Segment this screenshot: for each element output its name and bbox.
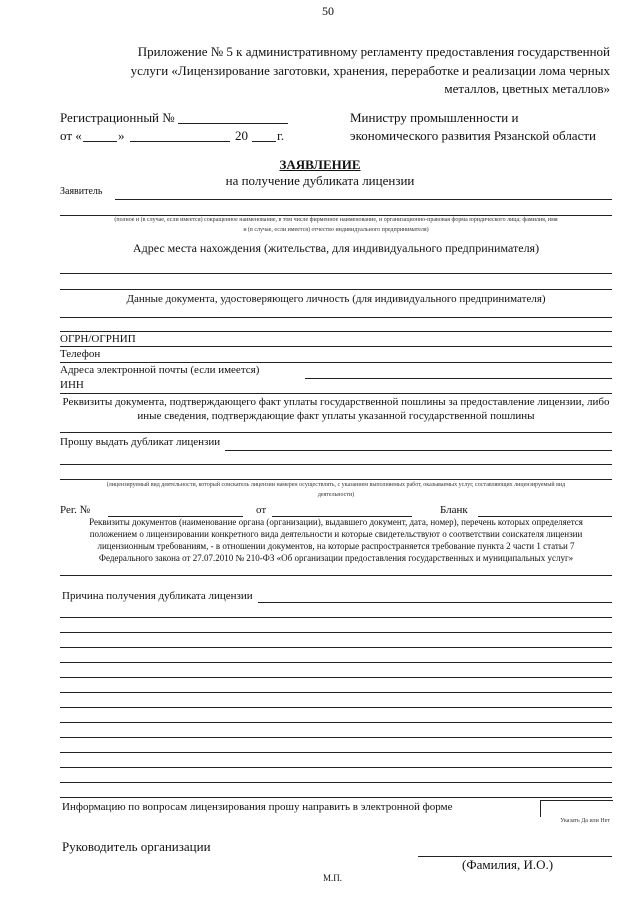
reason-field-13[interactable] bbox=[60, 782, 612, 783]
appendix-line-2: услуги «Лицензирование заготовки, хранения, переработке и реализации лома черных bbox=[130, 63, 610, 78]
email-field[interactable] bbox=[305, 378, 612, 379]
appendix-line-1: Приложение № 5 к административному регламенту предоставления государственной bbox=[137, 44, 610, 59]
reason-field-14[interactable] bbox=[60, 797, 612, 798]
name-hint: (Фамилия, И.О.) bbox=[462, 857, 554, 872]
reason-field-8[interactable] bbox=[60, 707, 612, 708]
registration-date-mid: » bbox=[118, 128, 125, 143]
address-field-1[interactable] bbox=[60, 273, 612, 274]
info-label: Информацию по вопросам лицензирования прошу направить в электронной форме bbox=[62, 801, 453, 813]
request-label: Прошу выдать дубликат лицензии bbox=[60, 436, 221, 448]
requisites-line-2: положением о лицензировании конкретного вида деятельности и которые свидетельствуют о соответствии соискателя лицензии bbox=[89, 529, 583, 539]
fee-field[interactable] bbox=[60, 432, 612, 433]
yes-no-field[interactable] bbox=[540, 800, 613, 817]
inn-field[interactable] bbox=[60, 393, 612, 394]
ogrn-top-line bbox=[60, 331, 612, 332]
reason-field-6[interactable] bbox=[60, 677, 612, 678]
reason-field-3[interactable] bbox=[60, 632, 612, 633]
fee-label-line-2: иные сведения, подтверждающие факт уплаты указанной государственной пошлины bbox=[137, 410, 535, 422]
reason-field-7[interactable] bbox=[60, 692, 612, 693]
phone-label: Телефон bbox=[60, 348, 101, 360]
registration-year-field[interactable] bbox=[252, 141, 276, 142]
form-title: ЗАЯВЛЕНИЕ bbox=[279, 157, 361, 172]
reason-field-5[interactable] bbox=[60, 662, 612, 663]
addressee-line-1: Министру промышленности и bbox=[350, 110, 519, 125]
reg-number-label: Рег. № bbox=[60, 504, 91, 516]
applicant-field-2[interactable] bbox=[60, 215, 612, 216]
fee-label-line-1: Реквизиты документа, подтверждающего факт уплаты государственной пошлины за предоставление лицензии, либо bbox=[62, 396, 610, 408]
reason-label: Причина получения дубликата лицензии bbox=[62, 590, 253, 602]
registration-number-field[interactable] bbox=[178, 123, 288, 124]
ogrn-field[interactable] bbox=[60, 346, 612, 347]
page-number: 50 bbox=[322, 4, 334, 18]
requisites-field-1[interactable] bbox=[60, 575, 612, 576]
registration-day-field[interactable] bbox=[83, 141, 117, 142]
phone-field[interactable] bbox=[60, 362, 612, 363]
addressee-line-2: экономического развития Рязанской области bbox=[350, 128, 596, 143]
reason-field-11[interactable] bbox=[60, 752, 612, 753]
address-field-2[interactable] bbox=[60, 289, 612, 290]
identity-label: Данные документа, удостоверяющего личность (для индивидуального предпринимателя) bbox=[126, 293, 546, 305]
reason-field-1[interactable] bbox=[258, 602, 612, 603]
email-label: Адреса электронной почты (если имеется) bbox=[60, 364, 260, 376]
requisites-line-4: Федерального закона от 27.07.2010 № 210-ФЗ «Об организации предоставления государственных и муниципальных услуг» bbox=[98, 553, 574, 563]
applicant-field[interactable] bbox=[115, 199, 612, 200]
yes-no-hint: Указать Да или Нет bbox=[560, 818, 610, 824]
reason-field-2[interactable] bbox=[60, 617, 612, 618]
registration-month-field[interactable] bbox=[130, 141, 230, 142]
request-field-3[interactable] bbox=[60, 479, 612, 480]
request-field-1[interactable] bbox=[225, 450, 612, 451]
registration-date-prefix: от « bbox=[60, 128, 82, 143]
requisites-line-1: Реквизиты документов (наименование органа (организации), выдавшего документ, дата, номер), перечень которых определяется bbox=[89, 517, 583, 527]
address-label: Адрес места нахождения (жительства, для индивидуального предпринимателя) bbox=[132, 241, 540, 255]
requisites-line-3: лицензионным требованиям, - в отношении документов, на которые распространяется требование пункта 2 части 1 статьи 7 bbox=[97, 541, 575, 551]
ogrn-label: ОГРН/ОГРНИП bbox=[60, 333, 136, 345]
applicant-hint-2: и (в случае, если имеется) отчество индивидуального предпринимателя) bbox=[243, 227, 429, 233]
reason-field-4[interactable] bbox=[60, 647, 612, 648]
reason-field-12[interactable] bbox=[60, 767, 612, 768]
form-subtitle: на получение дубликата лицензии bbox=[225, 173, 415, 188]
reason-field-10[interactable] bbox=[60, 737, 612, 738]
activity-hint-1: (лицензируемый вид деятельности, который соискатель лицензии намерен осуществлять, с указанием выполняемых работ, оказываемых услуг, составляющих лицензируемый вид bbox=[106, 482, 566, 488]
appendix-line-3: металлов, цветных металлов» bbox=[444, 81, 610, 96]
identity-field-1[interactable] bbox=[60, 317, 612, 318]
inn-label: ИНН bbox=[60, 379, 84, 391]
head-label: Руководитель организации bbox=[62, 839, 211, 854]
activity-hint-2: деятельности) bbox=[317, 492, 355, 498]
request-field-2[interactable] bbox=[60, 464, 612, 465]
registration-year: 20 bbox=[235, 128, 248, 143]
blank-label: Бланк bbox=[440, 504, 468, 516]
registration-number-label: Регистрационный № bbox=[60, 110, 175, 125]
applicant-hint-1: (полное и (в случае, если имеется) сокращенное наименование, в том числе фирменное наименование, и организационно-правовая форма юридического лица; фамилия, имя bbox=[114, 217, 558, 223]
reg-from-label: от bbox=[256, 504, 267, 516]
registration-year-suffix: г. bbox=[277, 128, 285, 143]
stamp-label: М.П. bbox=[323, 873, 343, 883]
applicant-label: Заявитель bbox=[60, 186, 103, 197]
reason-field-9[interactable] bbox=[60, 722, 612, 723]
